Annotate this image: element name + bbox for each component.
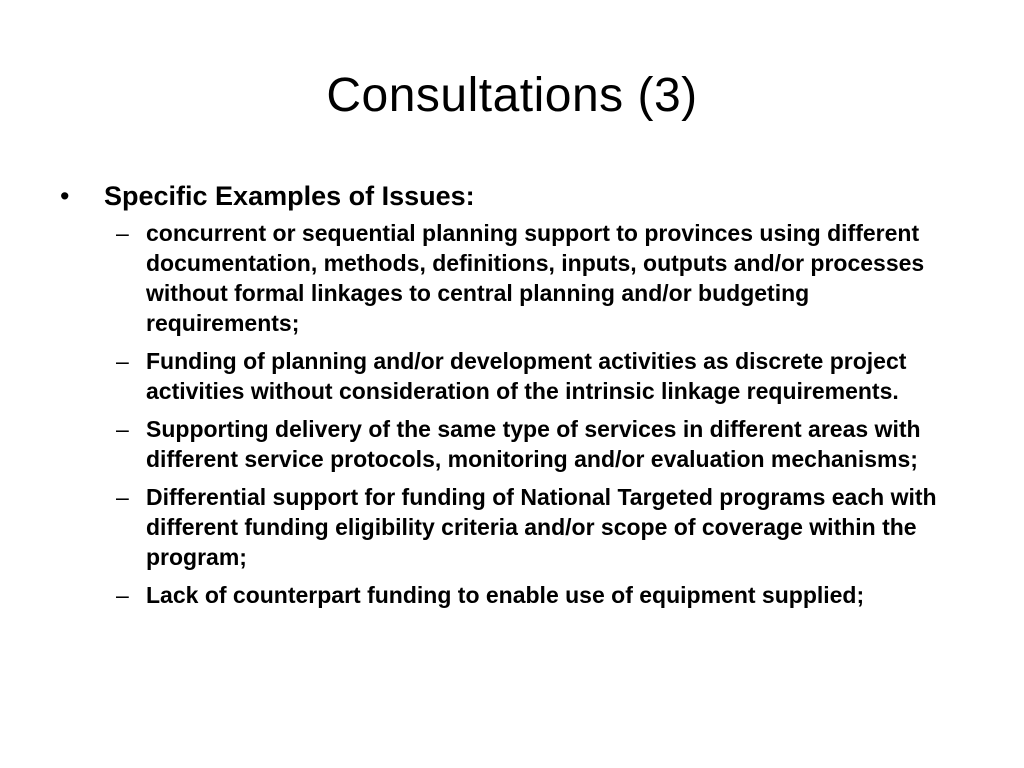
- sub-bullet-list: [56, 218, 976, 610]
- sub-bullet-text: Funding of planning and/or development activities as discrete project activities without consideration of the intrinsic linkage requirements.: [146, 348, 907, 404]
- sub-bullet-item: [56, 414, 976, 474]
- bullet-heading-text: Specific Examples of Issues:: [104, 181, 475, 211]
- sub-bullet-item: [56, 346, 976, 406]
- slide-title: Consultations (3): [326, 69, 698, 122]
- dash-icon: –: [116, 484, 129, 510]
- dash-icon: –: [116, 348, 129, 374]
- sub-bullet-text: Differential support for funding of National Targeted programs each with different funding eligibility criteria and/or scope of coverage within the program;: [146, 484, 937, 570]
- sub-bullet-item: [56, 482, 976, 572]
- dash-icon: –: [116, 582, 129, 608]
- sub-bullet-text: Supporting delivery of the same type of services in different areas with different service protocols, monitoring and/or evaluation mechanisms;: [146, 416, 921, 472]
- sub-bullet-item: [56, 218, 976, 338]
- dash-icon: –: [116, 416, 129, 442]
- bullet-heading: [56, 178, 976, 214]
- bullet-icon: •: [60, 181, 70, 211]
- sub-bullet-item: [56, 580, 976, 610]
- slide-content: [56, 178, 976, 618]
- sub-bullet-text: concurrent or sequential planning support to provinces using different documentation, methods, definitions, inputs, outputs and/or processes without formal linkages to central planning and/or budgeting requirements;: [146, 220, 925, 336]
- dash-icon: –: [116, 220, 129, 246]
- sub-bullet-text: Lack of counterpart funding to enable use of equipment supplied;: [146, 582, 865, 608]
